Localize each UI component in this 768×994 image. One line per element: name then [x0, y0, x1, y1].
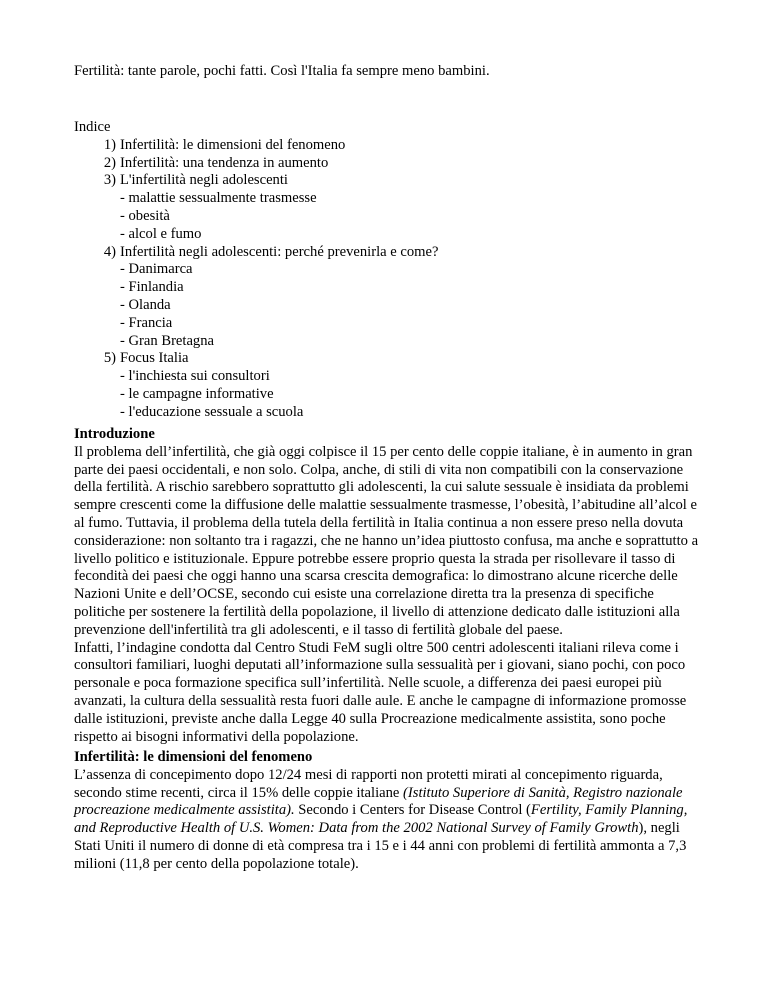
index-subitem: - Danimarca: [120, 261, 193, 278]
index-item-label: Infertilità negli adolescenti: perché prevenirla e come?: [120, 243, 439, 260]
index-item: [74, 172, 438, 190]
index-item: [74, 244, 438, 262]
index-subitem: - alcol e fumo: [120, 225, 202, 242]
section-paragraph: [74, 767, 704, 874]
paragraph-text: L’assenza di concepimento dopo 12/24 mesi di rapporti non protetti mirati al concepimento riguarda, secondo stime recenti, circa il 15% delle coppie italiane: [74, 766, 663, 801]
index-item-number: 2): [103, 154, 116, 171]
index-item-number: 4): [103, 243, 116, 260]
index-item: [74, 137, 438, 155]
index-item-number: 3): [103, 172, 116, 189]
source-citation: (Istituto Superiore di Sanità, Registro nazionale procreazione medicalmente assistita).: [74, 784, 683, 819]
introduction-heading: Introduzione: [74, 426, 155, 442]
index-item-label: Infertilità: una tendenza in aumento: [120, 154, 329, 171]
introduction-paragraph: Infatti, l’indagine condotta dal Centro Studi FeM sugli oltre 500 centri adolescenti italiani rileva come i consultori familiari, luoghi deputati all’informazione sulla sessualità per i giovani, siano pochi, con poco personale e poca formazione specifica sull’infertilità. Nelle scuole, a differenza dei paesi europei più avanzati, la cultura della sessualità resta fuori dalle aule. E anche le campagne di informazione promosse dalle istituzioni, previste anche dalla Legge 40 sulla Procreazione medicalmente assistita, sono poche rispetto ai bisogni informativi della popolazione.: [74, 639, 687, 745]
index-subitem: - l'inchiesta sui consultori: [120, 368, 270, 385]
index-item-number: 1): [103, 136, 116, 153]
index-subitem: - Francia: [120, 314, 173, 331]
index-item-label: Infertilità: le dimensioni del fenomeno: [120, 136, 346, 153]
index-subitem: - Finlandia: [120, 279, 184, 296]
index-item-number: 5): [103, 350, 116, 367]
index-subitem: - l'educazione sessuale a scuola: [120, 403, 304, 420]
index-item-label: L'infertilità negli adolescenti: [120, 172, 288, 189]
index-subitem: - obesità: [120, 207, 170, 224]
paragraph-text: ), negli Stati Uniti il numero di donne di età compresa tra i 15 e i 44 anni con problemi di fertilità ammonta a 7,3 milioni (11,8 per cento della popolazione totale).: [74, 820, 687, 872]
index-subitem: - Olanda: [120, 296, 171, 313]
index-subitem: - Gran Bretagna: [120, 332, 215, 349]
index-item: [74, 155, 438, 173]
source-citation: Fertility, Family Planning, and Reproductive Health of U.S. Women: Data from the 2002 National Survey of Family Growth: [74, 802, 688, 837]
index-item-label: Focus Italia: [120, 350, 189, 367]
index-subitem: - malattie sessualmente trasmesse: [120, 190, 317, 207]
infertility-dimensions-section: [74, 749, 704, 874]
index-item: [74, 350, 438, 368]
introduction-section: [74, 426, 704, 746]
section-heading: Infertilità: le dimensioni del fenomeno: [74, 749, 313, 765]
index-heading: Indice: [74, 119, 111, 135]
index-subitem: - le campagne informative: [120, 385, 274, 402]
introduction-paragraph: Il problema dell’infertilità, che già oggi colpisce il 15 per cento delle coppie italiane, è in aumento in gran parte dei paesi occidentali, e non solo. Colpa, anche, di stili di vita non compatibili con la conservazione della fertilità. A rischio sarebbero soprattutto gli adolescenti, la cui salute sessuale è insidiata da problemi sempre crescenti come la diffusione delle malattie sessualmente trasmesse, l’obesità, l’abitudine all’alcol e al fumo. Tuttavia, il problema della tutela della fertilità in Italia continua a non essere preso nella dovuta considerazione: non soltanto tra i ragazzi, che ne hanno un’idea piuttosto confusa, ma anche e soprattutto a livello politico e istituzionale. Eppure potrebbe essere proprio questa la strada per risollevare il tasso di fecondità dei paesi che oggi hanno una scarsa crescita demografica: lo dimostrano alcune ricerche delle Nazioni Unite e dell’OCSE, secondo cui esiste una correlazione diretta tra la presenza di specifiche politiche per sostenere la fertilità della popolazione, il livello di attenzione dedicato dalle istituzioni alla prevenzione dell'infertilità tra gli adolescenti, e il tasso di fertilità globale del paese.: [74, 443, 699, 638]
table-of-contents: [74, 119, 438, 422]
paragraph-text: Secondo i Centers for Disease Control (: [294, 802, 531, 819]
document-title: Fertilità: tante parole, pochi fatti. Così l'Italia fa sempre meno bambini.: [74, 63, 490, 79]
